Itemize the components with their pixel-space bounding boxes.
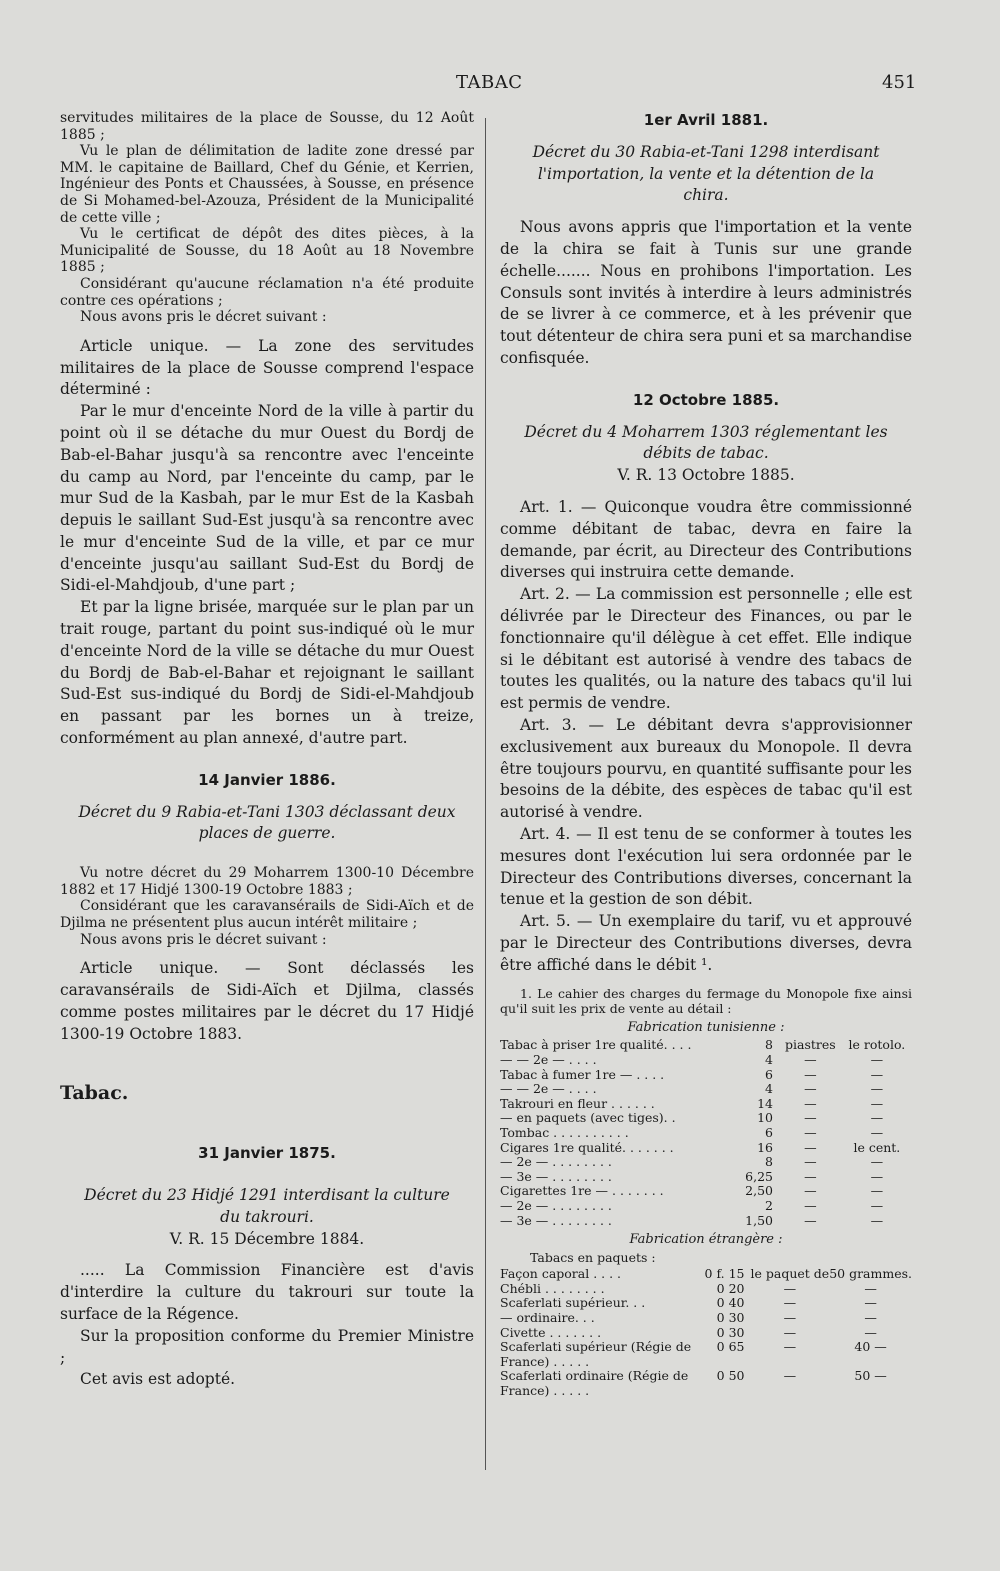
right-column xyxy=(500,110,912,1399)
table-cell: Civette . . . . . . . xyxy=(500,1324,602,1340)
table-cell: — xyxy=(804,1168,817,1184)
decree-title-1881: Décret du 30 Rabia-et-Tani 1298 interdisant l'importation, la vente et la détention de la chira. xyxy=(532,142,880,205)
article-paragraph: Article unique. — Sont déclassés les caravansérails de Sidi-Aïch et Djilma, classés comme postes militaires par le décret du 17 Hidjé 1300-19 Octobre 1883. xyxy=(60,959,474,1043)
decree-title-1875: Décret du 23 Hidjé 1291 interdisant la culture du takrouri. xyxy=(84,1186,450,1226)
table-cell: — xyxy=(870,1183,884,1199)
decree-date-1875: 31 Janvier 1875. xyxy=(198,1144,336,1163)
paragraph: Vu le plan de délimitation de ladite zone dressé par MM. le capitaine de Baillard, Chef du Génie, et Kerrien, Ingénieur des Ponts et Chaussées, à Sousse, en présence de Si Mohamed-bel-Azouza, Président de la Municipalité de cette ville ; xyxy=(60,143,474,226)
table-cell: — xyxy=(783,1280,797,1296)
table-cell: 6,25 xyxy=(745,1168,773,1184)
table-cell: Cigares 1re qualité. . . . . . . xyxy=(500,1139,674,1155)
paragraph: Vu notre décret du 29 Moharrem 1300-10 Décembre 1882 et 17 Hidjé 1300-19 Octobre 1883 ; xyxy=(60,865,474,898)
table-cell: 0 30 xyxy=(716,1309,745,1325)
table-cell: 6 xyxy=(765,1125,773,1141)
tunisian-heading: Fabrication tunisienne : xyxy=(627,1020,785,1036)
paragraph: ..... La Commission Financière est d'avis d'interdire la culture du takrouri sur toute la surface de la Régence. xyxy=(60,1261,474,1323)
footnote-text: 1. Le cahier des charges du fermage du Monopole fixe ainsi qu'il suit les prix de vente au détail : xyxy=(500,986,912,1017)
article-paragraph: Art. 5. — Un exemplaire du tarif, vu et approuvé par le Directeur des Contributions diverses, devra être affiché dans le débit ¹. xyxy=(500,912,912,974)
table-cell: 2 xyxy=(765,1198,773,1214)
table-cell: 1,50 xyxy=(745,1212,773,1228)
table-cell: — xyxy=(870,1212,884,1228)
table-cell: 4 xyxy=(765,1052,773,1068)
table-row xyxy=(500,1068,912,1083)
table-cell: Takrouri en fleur . . . . . . xyxy=(500,1095,655,1111)
table-cell: — xyxy=(804,1198,817,1214)
decree-date-1886: 14 Janvier 1886. xyxy=(198,770,336,789)
decree-date-1881: 1er Avril 1881. xyxy=(643,111,769,129)
paragraph: Nous avons appris que l'importation et la vente de la chira se fait à Tunis sur une grande échelle....... Nous en prohibons l'importation. Les Consuls sont invités à interdire à leurs administrés de se livrer à ce commerce, et à les prévenir que tout détenteur de chira sera puni et sa marchandise confisquée. xyxy=(500,218,912,367)
paragraph: Considérant que les caravansérails de Sidi-Aïch et de Djilma ne présentent plus aucun intérêt militaire ; xyxy=(60,898,474,932)
table-cell: Façon caporal . . . . xyxy=(500,1266,622,1282)
table-cell: 0 40 xyxy=(716,1295,745,1311)
table-cell: — 2e — . . . . . . . . xyxy=(500,1198,612,1214)
table-cell: — xyxy=(870,1198,884,1214)
table-cell: le paquet de xyxy=(750,1266,830,1282)
table-cell: — xyxy=(870,1168,884,1184)
left-column xyxy=(60,110,474,1391)
table-cell: — xyxy=(804,1125,817,1141)
table-row xyxy=(500,1369,912,1398)
table-row xyxy=(500,1184,912,1199)
article-paragraph: Art. 1. — Quiconque voudra être commissionné comme débitant de tabac, devra en faire la demande, par écrit, au Directeur des Contributions diverses qui instruira cette demande. xyxy=(500,497,912,582)
table-cell: — xyxy=(804,1095,817,1111)
vr-line: V. R. 15 Décembre 1884. xyxy=(169,1229,365,1248)
table-cell: — xyxy=(864,1324,877,1340)
table-cell: 8 xyxy=(765,1154,773,1170)
foreign-subheading: Tabacs en paquets : xyxy=(530,1250,656,1266)
table-cell: — xyxy=(870,1081,884,1097)
table-row xyxy=(500,1141,912,1156)
table-cell: — en paquets (avec tiges). . xyxy=(500,1110,676,1126)
table-row xyxy=(500,1311,912,1326)
table-cell: 40 — xyxy=(854,1339,887,1355)
paragraph: Considérant qu'aucune réclamation n'a été produite contre ces opérations ; xyxy=(60,275,474,309)
article-paragraph: Et par la ligne brisée, marquée sur le plan par un trait rouge, partant du point sus-indiqué où le mur d'enceinte Nord de la ville se détache du mur Ouest du Bordj de Bab-el-Bahar et rejoignant le saillant Sud-Est sus-indiqué du Bordj de Sidi-el-Mahdjoub en passant par les bornes un à treize, conformément au plan annexé, d'autre part. xyxy=(60,598,474,748)
table-cell: 0 f. 15 xyxy=(704,1266,745,1282)
table-cell: 16 xyxy=(757,1139,773,1155)
table-cell: Tabac à priser 1re qualité. . . . xyxy=(500,1037,692,1053)
footnote xyxy=(500,986,912,1398)
table-cell: 0 30 xyxy=(716,1324,745,1340)
table-cell: 8 xyxy=(765,1037,773,1053)
table-cell: 4 xyxy=(765,1081,773,1097)
paragraph: Nous avons pris le décret suivant : xyxy=(80,309,327,326)
table-cell: 50 — xyxy=(854,1368,887,1384)
paragraph: Vu le certificat de dépôt des dites pièces, à la Municipalité de Sousse, du 18 Août au 18 Novembre 1885 ; xyxy=(60,226,474,276)
table-cell: — xyxy=(870,1125,884,1141)
table-cell: Chébli . . . . . . . . xyxy=(500,1280,605,1296)
table-cell: — xyxy=(783,1339,797,1355)
table-cell: Scaferlati supérieur (Régie de France) . . . . . xyxy=(500,1339,692,1369)
table-cell: Tabac à fumer 1re — . . . . xyxy=(500,1066,665,1082)
table-cell: Cigarettes 1re — . . . . . . . xyxy=(500,1183,664,1199)
table-cell: — xyxy=(783,1295,797,1311)
table-cell: — xyxy=(864,1309,877,1325)
table-row xyxy=(500,1199,912,1214)
table-row xyxy=(500,1326,912,1341)
table-cell: — xyxy=(870,1066,884,1082)
table-row xyxy=(500,1082,912,1097)
table-cell: le rotolo. xyxy=(848,1037,906,1053)
table-row xyxy=(500,1282,912,1297)
section-title: Tabac. xyxy=(60,1082,129,1105)
decree-title-1885: Décret du 4 Moharrem 1303 réglementant les débits de tabac. xyxy=(524,422,888,463)
article-paragraph: Art. 3. — Le débitant devra s'approvisionner exclusivement aux bureaux du Monopole. Il devra être toujours pourvu, en quantité suffisante pour les besoins de la débite, des espèces de tabac qu'il est autorisé à vendre. xyxy=(500,715,912,822)
vr-line: V. R. 13 Octobre 1885. xyxy=(617,466,795,485)
intro-block xyxy=(60,110,474,326)
article-paragraph: Art. 4. — Il est tenu de se conformer à toutes les mesures dont l'exécution lui sera ordonnée par le Directeur des Contributions diverses, concernant la tenue et la gestion de son débit. xyxy=(500,824,912,909)
table-row xyxy=(500,1053,912,1068)
table-row xyxy=(500,1126,912,1141)
table-cell: 10 xyxy=(757,1110,773,1126)
table-cell: — ordinaire. . . xyxy=(500,1309,595,1325)
article-paragraph: Art. 2. — La commission est personnelle ; elle est délivrée par le Directeur des Finances, ou par le fonctionnaire qu'il délègue à cet effet. Elle indique si le débitant est autorisé à vendre des tabacs de toutes les qualités, ou la nature des tabacs qu'il lui est permis de vendre. xyxy=(500,585,912,713)
table-cell: 6 xyxy=(765,1066,773,1082)
paragraph: Sur la proposition conforme du Premier Ministre ; xyxy=(60,1326,474,1367)
table-row xyxy=(500,1214,912,1229)
table-cell: 2,50 xyxy=(745,1183,773,1199)
table-cell: — xyxy=(864,1295,877,1311)
foreign-heading: Fabrication étrangère : xyxy=(629,1232,783,1248)
table-cell: — xyxy=(804,1110,817,1126)
table-row xyxy=(500,1038,912,1053)
table-row xyxy=(500,1296,912,1311)
running-head-title: TABAC xyxy=(456,72,523,93)
table-cell: piastres xyxy=(785,1037,836,1053)
table-cell: 0 65 xyxy=(716,1339,745,1355)
foreign-price-table xyxy=(500,1267,912,1398)
table-cell: — xyxy=(783,1309,797,1325)
table-row xyxy=(500,1267,912,1282)
table-cell: le cent. xyxy=(853,1139,901,1155)
paragraph: Cet avis est adopté. xyxy=(80,1370,236,1389)
table-cell: — xyxy=(804,1154,817,1170)
article-paragraph: Article unique. — La zone des servitudes militaires de la place de Sousse comprend l'espace déterminé : xyxy=(60,336,474,399)
table-cell: — — 2e — . . . . xyxy=(500,1052,597,1068)
table-cell: — xyxy=(870,1095,884,1111)
table-cell: 0 20 xyxy=(716,1280,745,1296)
decree-date-1885: 12 Octobre 1885. xyxy=(632,390,780,409)
table-cell: — xyxy=(804,1139,817,1155)
table-cell: 0 50 xyxy=(716,1368,745,1384)
table-cell: — xyxy=(804,1066,817,1082)
table-cell: — 3e — . . . . . . . . xyxy=(500,1168,612,1184)
table-cell: — xyxy=(783,1324,797,1340)
table-cell: — xyxy=(804,1212,817,1228)
table-cell: Scaferlati ordinaire (Régie de France) . . . . . xyxy=(500,1368,689,1398)
table-cell: — 3e — . . . . . . . . xyxy=(500,1212,612,1228)
table-cell: — 2e — . . . . . . . . xyxy=(500,1154,612,1170)
table-row xyxy=(500,1111,912,1126)
column-divider xyxy=(485,118,486,1470)
table-row xyxy=(500,1097,912,1112)
table-cell: — xyxy=(804,1052,817,1068)
table-cell: — xyxy=(870,1154,884,1170)
table-cell: — xyxy=(804,1081,817,1097)
page-number: 451 xyxy=(882,72,917,93)
table-cell: — xyxy=(870,1052,884,1068)
considerants-block xyxy=(60,865,474,948)
article-paragraph: Par le mur d'enceinte Nord de la ville à partir du point où il se détache du mur Ouest du Bordj de Bab-el-Bahar jusqu'à sa rencontre avec l'enceinte du camp au Nord, par l'enceinte du camp, par le mur Sud de la Kasbah, par le mur Est de la Kasbah depuis le saillant Sud-Est jusqu'à sa rencontre avec le mur d'enceinte Sud de la ville, et par ce mur d'enceinte jusqu'au saillant Sud-Est du Bordj de Sidi-el-Mahdjoub, d'une part ; xyxy=(60,402,474,595)
table-row xyxy=(500,1170,912,1185)
tunisian-price-table xyxy=(500,1038,912,1228)
paragraph: Nous avons pris le décret suivant : xyxy=(80,931,327,948)
table-cell: Tombac . . . . . . . . . . xyxy=(500,1125,629,1141)
table-cell: — xyxy=(864,1280,877,1296)
table-cell: Scaferlati supérieur. . . xyxy=(500,1295,646,1311)
table-cell: — xyxy=(870,1110,884,1126)
paragraph: servitudes militaires de la place de Sousse, du 12 Août 1885 ; xyxy=(60,110,474,143)
table-cell: — xyxy=(783,1368,797,1384)
table-row xyxy=(500,1340,912,1369)
decree-title-1886: Décret du 9 Rabia-et-Tani 1303 déclassant deux places de guerre. xyxy=(78,802,456,843)
table-cell: 14 xyxy=(757,1095,773,1111)
table-cell: — — 2e — . . . . xyxy=(500,1081,597,1097)
table-row xyxy=(500,1155,912,1170)
table-cell: 50 grammes. xyxy=(829,1266,912,1282)
table-cell: — xyxy=(804,1183,817,1199)
